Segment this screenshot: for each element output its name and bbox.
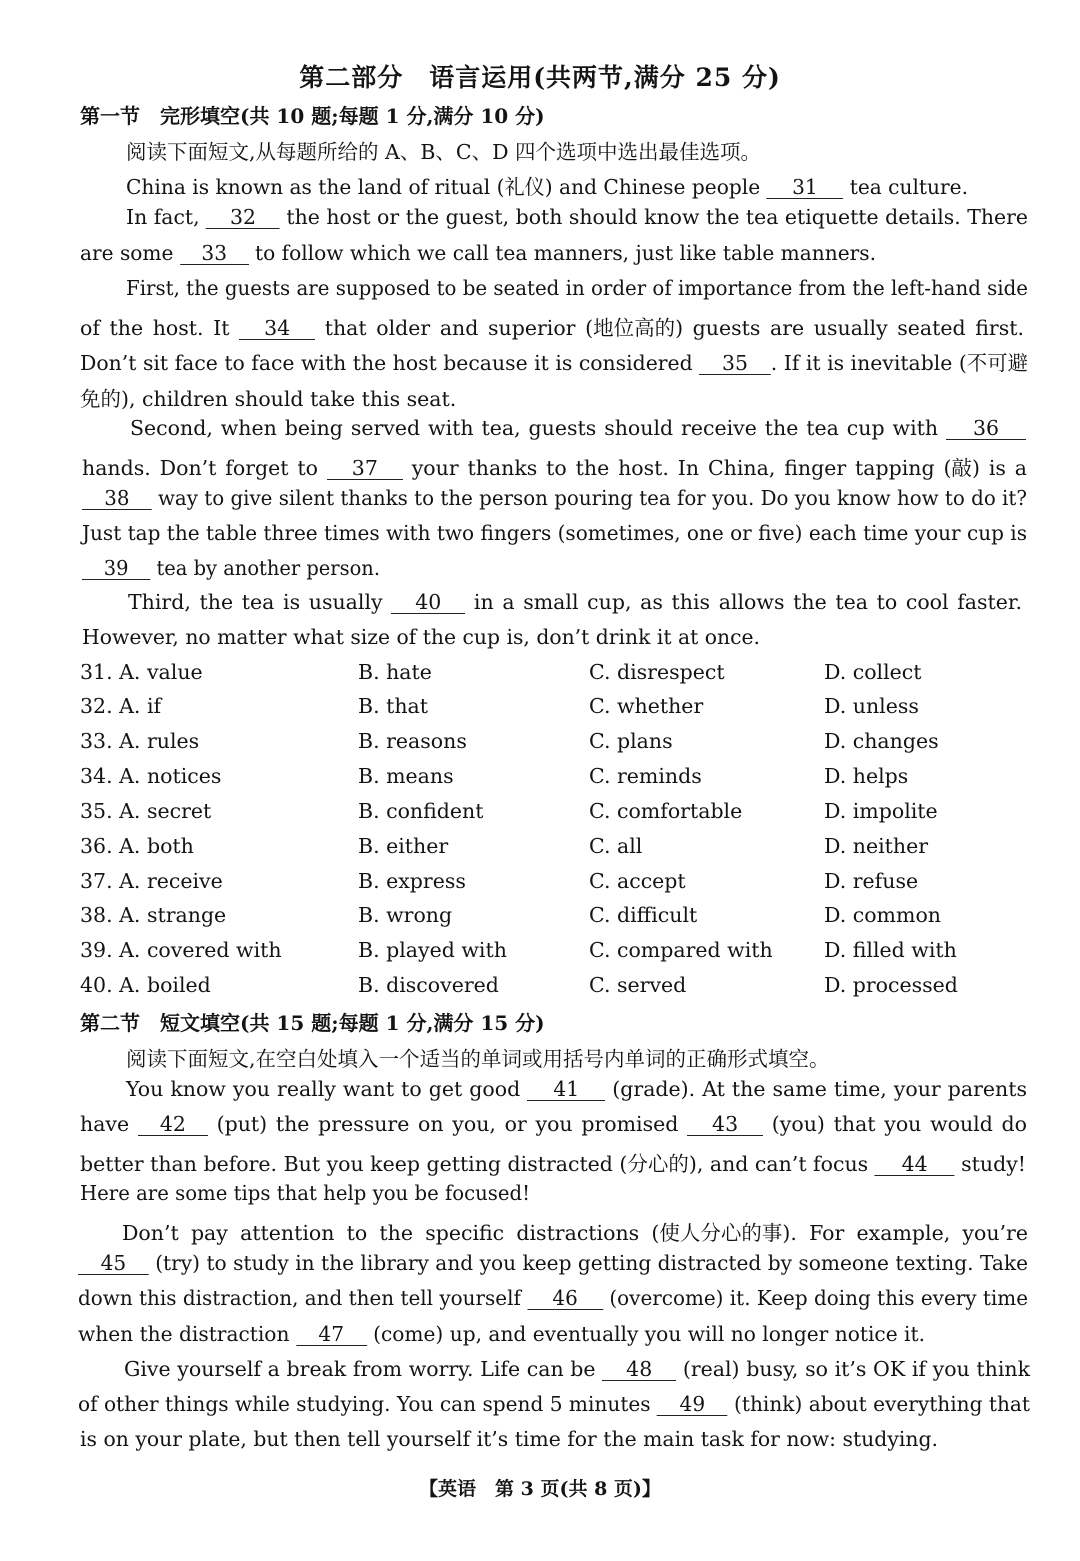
passage-text: Second, when being served with tea, guests should receive the tea cup with xyxy=(130,416,946,440)
passage-line xyxy=(82,521,1027,545)
passage-text: study! xyxy=(954,1152,1026,1176)
option-36-D[interactable]: D. neither xyxy=(824,834,929,858)
option-31-B[interactable]: B. hate xyxy=(358,660,432,684)
option-35-C[interactable]: C. comfortable xyxy=(589,799,743,823)
option-38-A[interactable]: 38. A. strange xyxy=(80,903,227,927)
blank-37[interactable]: 37 xyxy=(327,458,403,480)
passage-line xyxy=(80,1112,1027,1136)
option-39-A[interactable]: 39. A. covered with xyxy=(80,938,282,962)
option-33-D[interactable]: D. changes xyxy=(824,729,939,753)
section1-title: 第一节 完形填空(共 10 题;每题 1 分,满分 10 分) xyxy=(80,104,545,128)
passage-text: Give yourself a break from worry. Life can be xyxy=(124,1357,603,1381)
section1-instruction: 阅读下面短文,从每题所给的 A、B、C、D 四个选项中选出最佳选项。 xyxy=(126,140,762,164)
option-37-A[interactable]: 37. A. receive xyxy=(80,869,223,893)
passage-text: hands. Don’t forget to xyxy=(82,456,327,480)
option-32-A[interactable]: 32. A. if xyxy=(80,694,162,718)
passage-line xyxy=(122,1216,1028,1246)
option-37-D[interactable]: D. refuse xyxy=(824,869,919,893)
passage-text: (you) that you would do xyxy=(763,1112,1028,1136)
option-36-C[interactable]: C. all xyxy=(589,834,643,858)
option-35-B[interactable]: B. confident xyxy=(358,799,484,823)
passage-text: have xyxy=(80,1112,138,1136)
passage-text: (overcome) it. Keep doing this every time xyxy=(603,1286,1028,1310)
blank-39[interactable]: 39 xyxy=(82,558,150,580)
option-32-D[interactable]: D. unless xyxy=(824,694,919,718)
blank-42[interactable]: 42 xyxy=(138,1114,208,1136)
passage-text: In fact, xyxy=(126,205,207,229)
option-37-C[interactable]: C. accept xyxy=(589,869,686,893)
passage-text: your thanks to the host. In China, finger tapping (敲) is a xyxy=(402,456,1028,480)
blank-36[interactable]: 36 xyxy=(946,418,1026,440)
section2-instruction: 阅读下面短文,在空白处填入一个适当的单词或用括号内单词的正确形式填空。 xyxy=(126,1047,830,1071)
passage-text: tea by another person. xyxy=(150,556,380,580)
option-33-A[interactable]: 33. A. rules xyxy=(80,729,200,753)
passage-text: tea culture. xyxy=(843,175,968,199)
option-34-C[interactable]: C. reminds xyxy=(589,764,702,788)
passage-text: . If it is inevitable (不可避 xyxy=(770,351,1028,375)
option-37-B[interactable]: B. express xyxy=(358,869,466,893)
passage-text: way to give silent thanks to the person pouring tea for you. Do you know how to do it? xyxy=(151,486,1027,510)
passage-text: Just tap the table three times with two fingers (sometimes, one or five) each time your cup is xyxy=(82,521,1027,545)
passage-line xyxy=(78,1322,925,1346)
passage-line xyxy=(82,486,1027,510)
passage-line xyxy=(126,170,968,200)
section2-title: 第二节 短文填空(共 15 题;每题 1 分,满分 15 分) xyxy=(80,1011,545,1035)
passage-text: Third, the tea is usually xyxy=(128,590,392,614)
passage-text: in a small cup, as this allows the tea to cool faster. xyxy=(465,590,1022,614)
option-39-D[interactable]: D. filled with xyxy=(824,938,957,962)
passage-line xyxy=(126,276,1028,300)
option-31-D[interactable]: D. collect xyxy=(824,660,922,684)
option-34-D[interactable]: D. helps xyxy=(824,764,909,788)
passage-line xyxy=(124,1357,1030,1381)
passage-line xyxy=(80,1181,530,1205)
passage-text: (grade). At the same time, your parents xyxy=(605,1077,1027,1101)
passage-text: to follow which we call tea manners, just like table manners. xyxy=(248,241,876,265)
option-38-B[interactable]: B. wrong xyxy=(358,903,453,927)
blank-49[interactable]: 49 xyxy=(657,1394,728,1416)
passage-text: down this distraction, and then tell yourself xyxy=(78,1286,528,1310)
passage-text: China is known as the land of ritual (礼仪) and Chinese people xyxy=(126,175,767,199)
option-34-A[interactable]: 34. A. notices xyxy=(80,764,222,788)
option-38-C[interactable]: C. difficult xyxy=(589,903,698,927)
option-31-C[interactable]: C. disrespect xyxy=(589,660,725,684)
passage-text: of the host. It xyxy=(80,316,240,340)
passage-text: is on your plate, but then tell yourself it’s time for the main task for now: studying. xyxy=(80,1427,938,1451)
blank-38[interactable]: 38 xyxy=(82,488,152,510)
passage-line xyxy=(80,346,1028,376)
passage-line xyxy=(126,205,1028,229)
passage-line xyxy=(128,590,1022,614)
passage-text: However, no matter what size of the cup is, don’t drink it at once. xyxy=(82,625,760,649)
passage-text: that older and superior (地位高的) guests are usually seated first. xyxy=(315,316,1024,340)
passage-text: You know you really want to get good xyxy=(126,1077,528,1101)
option-32-C[interactable]: C. whether xyxy=(589,694,704,718)
blank-47[interactable]: 47 xyxy=(296,1324,367,1346)
passage-text: Don’t sit face to face with the host because it is considered xyxy=(80,351,700,375)
option-34-B[interactable]: B. means xyxy=(358,764,454,788)
blank-35[interactable]: 35 xyxy=(699,353,771,375)
passage-text: (put) the pressure on you, or you promised xyxy=(207,1112,688,1136)
option-38-D[interactable]: D. common xyxy=(824,903,941,927)
option-40-D[interactable]: D. processed xyxy=(824,973,958,997)
option-36-A[interactable]: 36. A. both xyxy=(80,834,194,858)
option-35-D[interactable]: D. impolite xyxy=(824,799,938,823)
passage-line xyxy=(82,625,760,649)
passage-line xyxy=(82,556,380,580)
passage-text: when the distraction xyxy=(78,1322,296,1346)
passage-text: better than before. But you keep getting distracted (分心的), and can’t focus xyxy=(80,1152,875,1176)
passage-line xyxy=(130,416,1026,440)
passage-line xyxy=(78,1392,1030,1416)
option-36-B[interactable]: B. either xyxy=(358,834,449,858)
passage-line xyxy=(126,1077,1027,1101)
passage-text: the host or the guest, both should know the tea etiquette details. There xyxy=(279,205,1028,229)
passage-text: Don’t pay attention to the specific distractions (使人分心的事). For example, you’re xyxy=(122,1221,1028,1245)
blank-31[interactable]: 31 xyxy=(767,177,844,199)
blank-34[interactable]: 34 xyxy=(239,318,315,340)
option-40-A[interactable]: 40. A. boiled xyxy=(80,973,211,997)
option-39-C[interactable]: C. compared with xyxy=(589,938,773,962)
passage-line xyxy=(82,451,1027,481)
passage-line xyxy=(80,1147,1026,1177)
passage-text: (real) busy, so it’s OK if you think xyxy=(676,1357,1031,1381)
passage-line xyxy=(78,1286,1028,1310)
option-33-B[interactable]: B. reasons xyxy=(358,729,467,753)
passage-text: Here are some tips that help you be focused! xyxy=(80,1181,530,1205)
passage-text: 免的), children should take this seat. xyxy=(80,387,457,411)
passage-line xyxy=(80,311,1024,341)
passage-line xyxy=(80,1427,938,1451)
passage-line xyxy=(78,1251,1028,1275)
option-40-C[interactable]: C. served xyxy=(589,973,687,997)
passage-text: First, the guests are supposed to be seated in order of importance from the left-hand side xyxy=(126,276,1028,300)
option-33-C[interactable]: C. plans xyxy=(589,729,673,753)
passage-text: (try) to study in the library and you keep getting distracted by someone texting. Take xyxy=(148,1251,1029,1275)
option-31-A[interactable]: 31. A. value xyxy=(80,660,203,684)
passage-text: of other things while studying. You can spend 5 minutes xyxy=(78,1392,658,1416)
page-footer: 【英语 第 3 页(共 8 页)】 xyxy=(419,1478,661,1500)
passage-text: are some xyxy=(80,241,180,265)
option-40-B[interactable]: B. discovered xyxy=(358,973,499,997)
blank-43[interactable]: 43 xyxy=(687,1114,763,1136)
blank-33[interactable]: 33 xyxy=(180,243,249,265)
blank-46[interactable]: 46 xyxy=(527,1288,603,1310)
blank-41[interactable]: 41 xyxy=(527,1079,605,1101)
option-35-A[interactable]: 35. A. secret xyxy=(80,799,212,823)
passage-line xyxy=(80,382,456,412)
blank-45[interactable]: 45 xyxy=(78,1253,149,1275)
part-title: 第二部分 语言运用(共两节,满分 25 分) xyxy=(299,63,781,92)
blank-48[interactable]: 48 xyxy=(602,1359,676,1381)
blank-32[interactable]: 32 xyxy=(206,207,280,229)
blank-40[interactable]: 40 xyxy=(391,592,465,614)
passage-text: (come) up, and eventually you will no longer notice it. xyxy=(366,1322,925,1346)
passage-text: (think) about everything that xyxy=(727,1392,1030,1416)
option-39-B[interactable]: B. played with xyxy=(358,938,507,962)
passage-line xyxy=(80,241,876,265)
option-32-B[interactable]: B. that xyxy=(358,694,428,718)
blank-44[interactable]: 44 xyxy=(875,1154,955,1176)
